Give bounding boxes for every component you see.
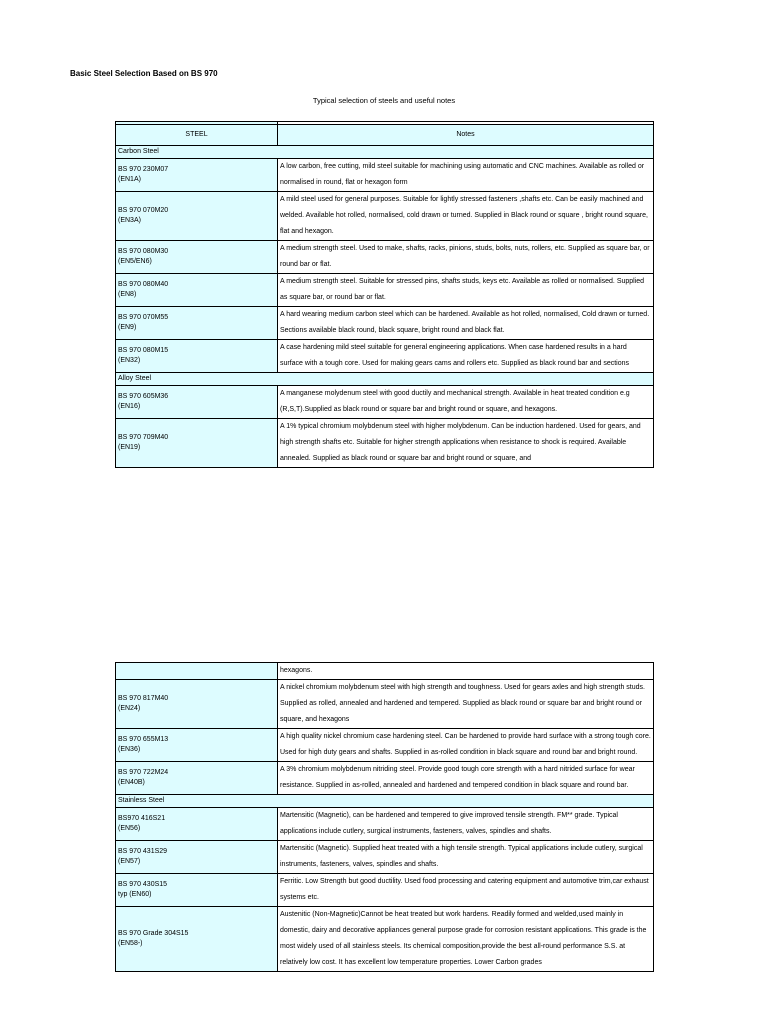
steel-grade-cell (116, 159, 278, 192)
steel-grade-name: BS 970 722M24 (118, 769, 169, 776)
table-row (116, 663, 654, 680)
steel-grade-cell (116, 841, 278, 874)
steel-notes-cell: hexagons. (278, 663, 654, 680)
steel-en-code: (EN8) (118, 291, 137, 298)
steel-grade-name: BS 970 070M55 (118, 314, 169, 321)
steel-grade-cell (116, 762, 278, 795)
steel-grade-cell (116, 419, 278, 468)
steel-en-code: (EN1A) (118, 176, 141, 183)
steel-grade-cell (116, 386, 278, 419)
steel-notes-cell: A manganese molydenum steel with good ductily and mechanical strength. Available in heat treated condition e.g (R,S,T).Supplied as black round or square bar and bright round or square, and hexagons. (278, 386, 654, 419)
steel-notes-cell: A mild steel used for general purposes. Suitable for lightly stressed fasteners ,shafts etc. Can be easily machined and welded. Available hot rolled, normalised, cold drawn or turned. Supplied in Black round or square , bright round square, flat and hexagon. (278, 192, 654, 241)
steel-en-code: typ (EN60) (118, 891, 152, 898)
table-row (116, 192, 654, 241)
steel-en-code: (EN24) (118, 705, 141, 712)
steel-grade-name: BS 970 Grade 304S15 (118, 930, 189, 937)
steel-en-code: (EN58-) (118, 940, 143, 947)
section-header-row (116, 146, 654, 159)
steel-en-code: (EN16) (118, 403, 141, 410)
steel-notes-cell: A low carbon, free cutting, mild steel suitable for machining using automatic and CNC machines. Available as rolled or normalised in round, flat or hexagon form (278, 159, 654, 192)
table-row (116, 841, 654, 874)
steel-grade-name: BS 970 431S29 (118, 848, 168, 855)
steel-grade-cell (116, 729, 278, 762)
steel-en-code: (EN56) (118, 825, 141, 832)
document-title: Basic Steel Selection Based on BS 970 (70, 69, 218, 78)
steel-en-code: (EN19) (118, 444, 141, 451)
steel-notes-cell: A hard wearing medium carbon steel which can be hardened. Available as hot rolled, normalised, Cold drawn or turned. Sections available black round, black square, bright round and black flat. (278, 307, 654, 340)
table-row (116, 159, 654, 192)
table-row (116, 907, 654, 972)
steel-grade-name: BS 970 709M40 (118, 434, 169, 441)
steel-en-code: (EN9) (118, 324, 137, 331)
table-row (116, 729, 654, 762)
section-label: Stainless Steel (116, 795, 654, 808)
steel-column-header: STEEL (116, 125, 278, 146)
steel-en-code: (EN5/EN6) (118, 258, 152, 265)
steel-grade-cell (116, 874, 278, 907)
steel-notes-cell: A nickel chromium molybdenum steel with high strength and toughness. Used for gears axles and high strength studs. Supplied as rolled, annealed and hardened and tempered. Supplied as black round or square bar and bright round or square, and hexagons (278, 680, 654, 729)
table-row (116, 274, 654, 307)
steel-grade-cell (116, 192, 278, 241)
steel-en-code: (EN3A) (118, 217, 141, 224)
steel-grade-name: BS 970 605M36 (118, 393, 169, 400)
steel-grade-name: BS 970 430S15 (118, 881, 168, 888)
steel-grade-name: BS970 416S21 (118, 815, 166, 822)
section-header-row (116, 795, 654, 808)
steel-notes-cell: Ferritic. Low Strength but good ductility. Used food processing and catering equipment and automotive trim,car exhaust systems etc. (278, 874, 654, 907)
table-row (116, 762, 654, 795)
steel-grade-cell (116, 274, 278, 307)
steel-notes-cell: Martensitic (Magnetic). Supplied heat treated with a high tensile strength. Typical applications include cutlery, surgical instruments, fasteners, valves, spindles and shafts. (278, 841, 654, 874)
document-subtitle: Typical selection of steels and useful notes (312, 96, 456, 105)
steel-en-code: (EN32) (118, 357, 141, 364)
table-row (116, 340, 654, 373)
table-row (116, 241, 654, 274)
notes-column-header: Notes (278, 125, 654, 146)
steel-notes-cell: Austenitic (Non-Magnetic)Cannot be heat treated but work hardens. Readily formed and welded,used mainly in domestic, dairy and decorative appliances general purpose grade for corrosion resistant applications. This grade is the most widely used of all stainless steels. Its chemical composition,provide the best all-round performance S.S. at relatively low cost. It has excellent low temperature properties. Lower Carbon grades (278, 907, 654, 972)
table-row (116, 680, 654, 729)
steel-grade-cell (116, 241, 278, 274)
steel-grade-cell (116, 907, 278, 972)
steel-notes-cell: A medium strength steel. Used to make, shafts, racks, pinions, studs, bolts, nuts, rollers, etc. Supplied as square bar, or round bar or flat. (278, 241, 654, 274)
steel-en-code: (EN40B) (118, 779, 145, 786)
table-row (116, 419, 654, 468)
section-label: Alloy Steel (116, 373, 654, 386)
table-row (116, 386, 654, 419)
steel-notes-cell: Martensitic (Magnetic), can be hardened and tempered to give improved tensile strength. FM** grade. Typical applications include cutlery, surgical instruments, fasteners, valves, spindles and shafts. (278, 808, 654, 841)
steel-notes-cell: A 3% chromium molybdenum nitriding steel. Provide good tough core strength with a hard nitrided surface for wear resistance. Supplied in as-rolled, annealed and hardened and tempered condition in black square and round bar. (278, 762, 654, 795)
steel-grade-cell (116, 680, 278, 729)
steel-grade-cell (116, 307, 278, 340)
steel-grade-name: BS 970 080M30 (118, 248, 169, 255)
steel-en-code: (EN36) (118, 746, 141, 753)
table-header-row (116, 125, 654, 146)
steel-notes-cell: A 1% typical chromium molybdenum steel with higher molybdenum. Can be induction hardened. Used for gears, and high strength shafts etc. Suitable for higher strength applications when resistance to shock is required. Available annealed. Supplied as black round or square bar and bright round or square, and (278, 419, 654, 468)
steel-notes-cell: A high quality nickel chromium case hardening steel. Can be hardened to provide hard surface with a strong tough core. Used for high duty gears and shafts. Supplied in as-rolled condition in black square and round bar and bright round. (278, 729, 654, 762)
steel-grade-name: BS 970 070M20 (118, 207, 169, 214)
steel-grade-name: BS 970 230M07 (118, 166, 169, 173)
steel-grade-name: BS 970 080M40 (118, 281, 169, 288)
steel-grade-name: BS 970 655M13 (118, 736, 169, 743)
steel-grade-name: BS 970 817M40 (118, 695, 169, 702)
steel-en-code: (EN57) (118, 858, 141, 865)
steel-grade-cell (116, 340, 278, 373)
table-row (116, 808, 654, 841)
steel-grade-name: BS 970 080M15 (118, 347, 169, 354)
section-label: Carbon Steel (116, 146, 654, 159)
steel-table-page-1 (115, 121, 654, 468)
section-header-row (116, 373, 654, 386)
steel-grade-cell (116, 663, 278, 680)
steel-notes-cell: A case hardening mild steel suitable for general engineering applications. When case hardened results in a hard surface with a tough core. Used for making gears cams and rollers etc. Supplied as black round bar and sections (278, 340, 654, 373)
steel-notes-cell: A medium strength steel. Suitable for stressed pins, shafts studs, keys etc. Available as rolled or normalised. Supplied as square bar, or round bar or flat. (278, 274, 654, 307)
steel-table-page-2 (115, 662, 654, 972)
table-row (116, 874, 654, 907)
steel-grade-cell (116, 808, 278, 841)
table-row (116, 307, 654, 340)
